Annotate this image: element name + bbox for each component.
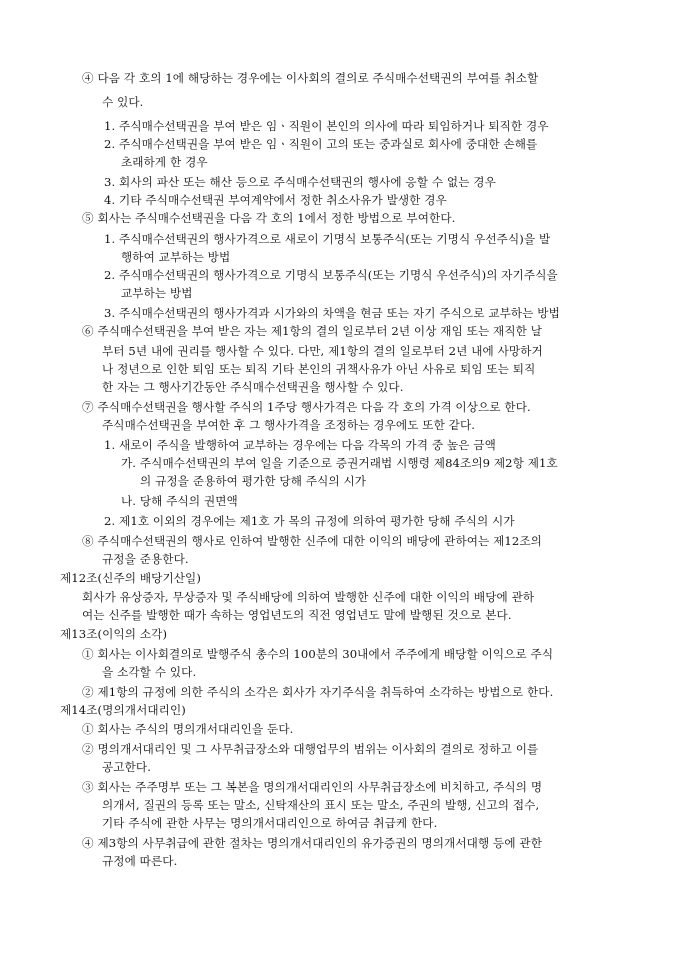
line-23: 나. 당해 주식의 권면액 [121,494,238,508]
article-heading-14: 제14조(명의개서대리인) [60,703,186,717]
line-31: ① 회사는 이사회결의로 발행주식 총수의 100분의 30내에서 주주에게 배당할 이익으로 주식 [82,647,554,661]
line-10: 행하여 교부하는 방법 [121,250,231,264]
line-36: ② 명의개서대리인 및 그 사무취급장소와 대행업무의 범위는 이사회의 결의로 정하고 이를 [82,742,539,756]
line-39: 의개서, 질권의 등록 또는 말소, 신탁재산의 표시 또는 말소, 주권의 발행, 신고의 접수, [102,798,540,812]
line-8: ⑤ 회사는 주식매수선택권을 다음 각 호의 1에서 정한 방법으로 부여한다. [82,211,456,225]
line-38: ③ 회사는 주주명부 또는 그 복본을 명의개서대리인의 사무취급장소에 비치하고, 주식의 명 [82,780,543,794]
line-29: 여는 신주를 발행한 때가 속하는 영업년도의 직전 영업년도 말에 발행된 것으로 본다. [82,608,512,622]
line-19: 주식매수선택권을 부여한 후 그 행사가격을 조정하는 경우에도 또한 같다. [102,418,476,432]
line-22: 의 규정을 준용하여 평가한 당해 주식의 시가 [140,474,367,488]
article-heading-12: 제12조(신주의 배당기산일) [60,571,201,585]
line-14: ⑥ 주식매수선택권을 부여 받은 자는 제1항의 결의 일로부터 2년 이상 재임 또는 재직한 날 [82,324,543,338]
line-32: 을 소각할 수 있다. [102,665,197,679]
line-28: 회사가 유상증자, 무상증자 및 주식배당에 의하여 발행한 신주에 대한 이익의 배당에 관하 [82,590,535,604]
line-15: 부터 5년 내에 권리를 행사할 수 있다. 다만, 제1항의 결의 일로부터 2년 내에 사망하거 [102,344,543,358]
line-2: 수 있다. [102,95,144,109]
line-24: 2. 제1호 이외의 경우에는 제1호 가 목의 규정에 의하여 평가한 당해 주식의 시가 [104,514,515,528]
line-33: ② 제1항의 규정에 의한 주식의 소각은 회사가 자기주식을 취득하여 소각하는 방법으로 한다. [82,685,554,699]
line-7: 4. 기타 주식매수선택권 부여계약에서 정한 취소사유가 발생한 경우 [104,193,447,207]
line-37: 공고한다. [102,760,151,774]
line-42: 규정에 따른다. [102,854,178,868]
line-17: 한 자는 그 행사기간동안 주식매수선택권을 행사할 수 있다. [102,380,404,394]
line-4: 2. 주식매수선택권을 부여 받은 임ㆍ직원이 고의 또는 중과실로 회사에 중대한 손해를 [104,137,538,151]
line-26: 규정을 준용한다. [102,552,189,566]
line-40: 기타 주식에 관한 사무는 명의개서대리인으로 하여금 취급케 한다. [102,816,438,830]
line-41: ④ 제3항의 사무취급에 관한 절차는 명의개서대리인의 유가증권의 명의개서대행 등에 관한 [82,836,543,850]
line-16: 나 정년으로 인한 퇴임 또는 퇴직 기타 본인의 귀책사유가 아닌 사유로 퇴임 또는 퇴직 [102,362,536,376]
line-21: 가. 주식매수선택권의 부여 일을 기준으로 증권거래법 시행령 제84조의9 제2항 제1호 [121,456,558,470]
line-5: 초래하게 한 경우 [121,155,208,169]
line-18: ⑦ 주식매수선택권을 행사할 주식의 1주당 행사가격은 다음 각 호의 가격 이상으로 한다. [82,400,531,414]
line-35: ① 회사는 주식의 명의개서대리인을 둔다. [82,722,294,736]
line-25: ⑧ 주식매수선택권의 행사로 인하여 발행한 신주에 대한 이익의 배당에 관하여는 제12조의 [82,534,542,548]
line-13: 3. 주식매수선택권의 행사가격과 시가와의 차액을 현금 또는 자기 주식으로 교부하는 방법 [104,306,560,320]
line-1: ④ 다음 각 호의 1에 해당하는 경우에는 이사회의 결의로 주식매수선택권의 부여를 취소할 [82,71,539,85]
line-6: 3. 회사의 파산 또는 해산 등으로 주식매수선택권의 행사에 응할 수 없는 경우 [104,175,496,189]
line-9: 1. 주식매수선택권의 행사가격으로 새로이 기명식 보통주식(또는 기명식 우선주식)을 발 [104,232,551,246]
line-11: 2. 주식매수선택권의 행사가격으로 기명식 보통주식(또는 기명식 우선주식)의 자기주식을 [104,268,558,282]
article-heading-13: 제13조(이익의 소각) [60,627,168,641]
line-3: 1. 주식매수선택권을 부여 받은 임ㆍ직원이 본인의 의사에 따라 퇴임하거나 퇴직한 경우 [104,119,549,133]
line-20: 1. 새로이 주식을 발행하여 교부하는 경우에는 다음 각목의 가격 중 높은 금액 [104,438,496,452]
line-12: 교부하는 방법 [121,286,193,300]
